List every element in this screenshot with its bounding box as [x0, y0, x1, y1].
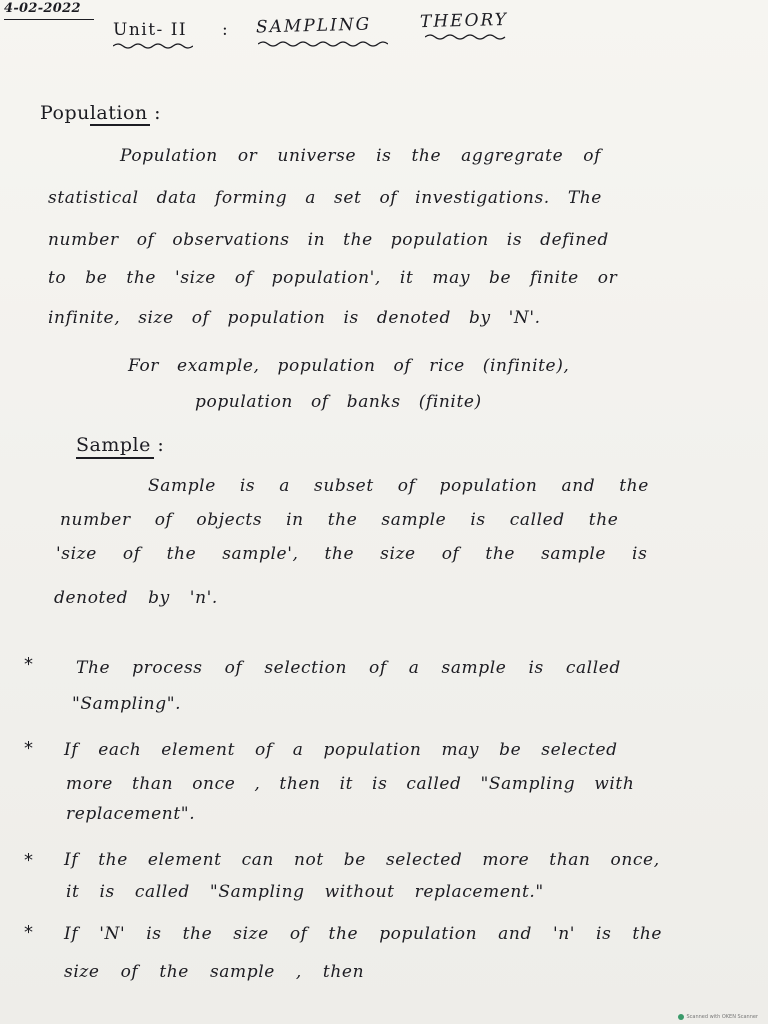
date-label: 4-02-2022 — [4, 1, 81, 16]
date-underline — [4, 19, 94, 20]
bullet-star-2: * — [24, 738, 33, 759]
title-theory: THEORY — [419, 9, 509, 33]
population-heading-underline — [90, 124, 150, 126]
bullet-1-line-2: "Sampling". — [72, 694, 182, 714]
sample-line-4: denoted by 'n'. — [54, 588, 218, 608]
population-line-4: to be the 'size of population', it may be finite or — [48, 268, 618, 288]
header-colon: : — [222, 20, 229, 40]
sample-heading-underline — [76, 457, 154, 459]
sample-heading: Sample : — [76, 434, 165, 456]
sample-line-2: number of objects in the sample is called the — [60, 510, 619, 530]
population-line-5: infinite, size of population is denoted by 'N'. — [48, 308, 541, 328]
title-sampling: SAMPLING — [255, 14, 372, 38]
sample-line-3: 'size of the sample', the size of the sample is — [56, 544, 648, 564]
population-line-2: statistical data forming a set of investigations. The — [48, 188, 602, 208]
unit-wavy-underline — [113, 42, 193, 50]
scanner-text: Scanned with OKEN Scanner — [686, 1014, 758, 1020]
scanner-logo-icon — [678, 1014, 684, 1020]
unit-label: Unit- II — [113, 20, 188, 40]
bullet-2-line-1: If each element of a population may be selected — [64, 740, 618, 760]
theory-wavy-underline — [425, 33, 507, 41]
bullet-star-4: * — [24, 922, 33, 943]
bullet-star-3: * — [24, 850, 33, 871]
population-example-line-2: population of banks (finite) — [195, 392, 482, 412]
bullet-2-line-2: more than once , then it is called "Sampling with — [66, 774, 635, 794]
bullet-4-line-2: size of the sample , then — [64, 962, 365, 982]
population-line-3: number of observations in the population is defined — [48, 230, 609, 250]
bullet-1-line-1: The process of selection of a sample is called — [76, 658, 621, 678]
population-line-1: Population or universe is the aggregrate of — [120, 146, 601, 166]
title-wavy-underline — [258, 40, 388, 48]
bullet-3-line-1: If the element can not be selected more than once, — [64, 850, 660, 870]
population-heading: Population : — [40, 102, 162, 124]
bullet-star-1: * — [24, 654, 33, 675]
scanner-watermark — [678, 1014, 758, 1020]
bullet-2-line-3: replacement". — [66, 804, 196, 824]
population-example-line-1: For example, population of rice (infinite), — [128, 356, 570, 376]
sample-line-1: Sample is a subset of population and the — [148, 476, 649, 496]
bullet-4-line-1: If 'N' is the size of the population and 'n' is the — [64, 924, 663, 944]
bullet-3-line-2: it is called "Sampling without replacement." — [66, 882, 544, 902]
